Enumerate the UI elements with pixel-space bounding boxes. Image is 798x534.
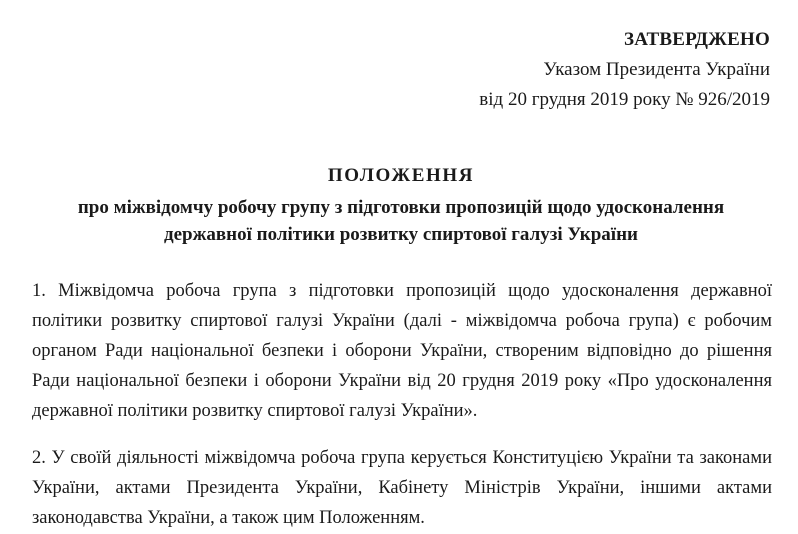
approval-heading: ЗАТВЕРДЖЕНО [624, 29, 770, 50]
page-subtitle: про міжвідомчу робочу групу з підготовки пропозицій щодо удосконалення державної політики розвитку спиртової галузі України [77, 197, 725, 246]
page-title: ПОЛОЖЕННЯ [327, 164, 475, 186]
approval-block [26, 26, 776, 115]
document-body [26, 277, 776, 534]
approval-decree-line: Указом Президента України [543, 58, 770, 80]
paragraph-1: 1. Міжвідомча робоча група з підготовки пропозицій щодо удосконалення державної політики розвитку спиртової галузі України (далі - міжвідомча робоча група) є робочим органом Ради національної безпеки і оборони України, створеним відповідно до рішення Ради національної безпеки і оборони України від 20 грудня 2019 року «Про удосконалення державної політики розвитку спиртової галузі України». [32, 281, 772, 421]
paragraph-2: 2. У своїй діяльності міжвідомча робоча група керується Конституцією України та законами України, актами Президента України, Кабінету Міністрів України, іншими актами законодавства України, а також цим Положенням. [32, 447, 772, 528]
document-title-block [26, 163, 776, 250]
approval-date-number-line: від 20 грудня 2019 року № 926/2019 [479, 89, 770, 111]
